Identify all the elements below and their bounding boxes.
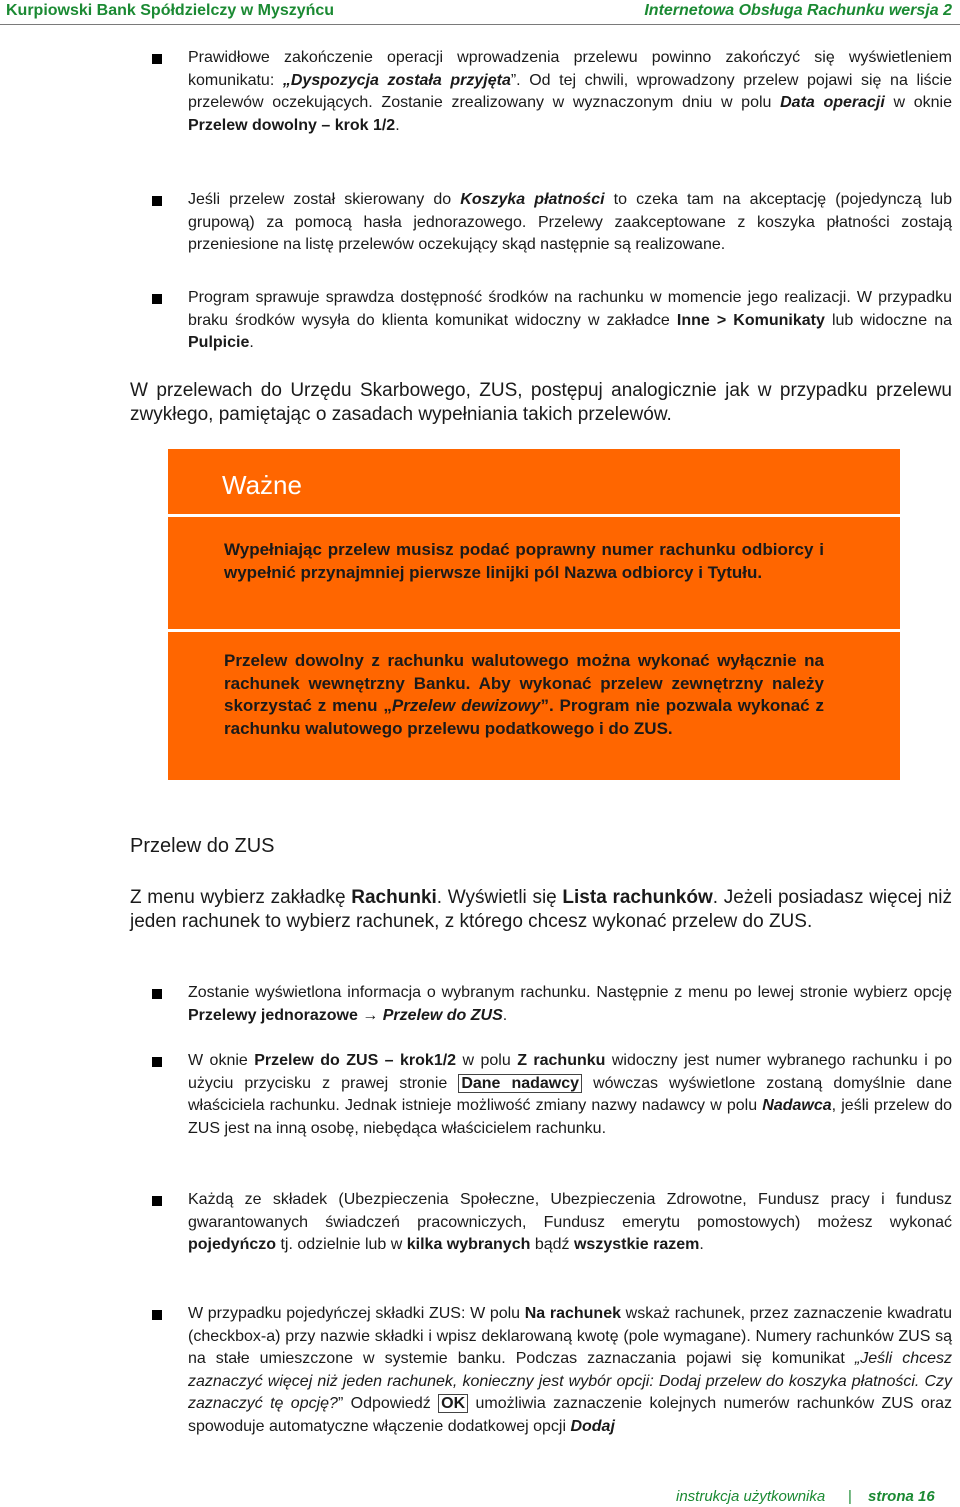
- bullet-item: Zostanie wyświetlona informacja o wybranym rachunku. Następnie z menu po lewej stronie wybierz opcję Przelewy jednorazowe → Przelew do ZUS.: [188, 984, 952, 1024]
- bullet-item: W oknie Przelew do ZUS – krok1/2 w polu Z rachunku widoczny jest numer wybranego rachunku i po użyciu przycisku z prawej stronie Dane nadawcy wówczas wyświetlone zostaną domyślnie dane właściciela rachunku. Jednak istnieje możliwość zmiany nazwy nadawcy w polu Nadawca, jeśli przelew do ZUS jest na inną osobę, niebędąca właścicielem rachunku.: [188, 1052, 953, 1137]
- footer-divider: |: [848, 1488, 852, 1505]
- important-title: Ważne: [222, 470, 302, 500]
- bullet-item: Jeśli przelew został skierowany do Koszyka płatności to czeka tam na akceptację (pojedynczą lub grupową) za pomocą hasła jednorazowego. Przelewy zaakceptowane z koszyka płatności zostają przeniesione na listę przelewów oczekujący skąd następnie są realizowane.: [188, 191, 952, 253]
- bullet-item: Każdą ze składek (Ubezpieczenia Społeczne, Ubezpieczenia Zdrowotne, Fundusz pracy i fundusz gwarantowanych świadczeń pracowniczych, Fundusz emerytu pomostowych) możesz wykonać pojedyńczo tj. odzielnie lub w kilka wybranych bądź wszystkie razem.: [188, 1191, 952, 1253]
- dane-nadawcy-button[interactable]: Dane nadawcy: [458, 1074, 582, 1093]
- page-header: [0, 0, 960, 25]
- bullet-item: Prawidłowe zakończenie operacji wprowadzenia przelewu powinno zakończyć się wyświetleniem komunikatu: „Dyspozycja została przyjęta”. Od tej chwili, wprowadzony przelew pojawi się na liście przelewów oczekujących. Zostanie zrealizowany w wyznaczonym dniu w polu Data operacji w oknie Przelew dowolny – krok 1/2.: [188, 49, 953, 134]
- bank-name: Kurpiowski Bank Spółdzielczy w Myszyńcu: [6, 2, 335, 19]
- important-text-1: Wypełniając przelew musisz podać poprawny numer rachunku odbiorcy i wypełnić przynajmniej pierwsze linijki pól Nazwa odbiorcy i Tytułu.: [224, 540, 824, 582]
- ok-button[interactable]: OK: [438, 1394, 468, 1413]
- page-number: strona 16: [868, 1488, 935, 1505]
- bullet-item: Program sprawuje sprawdza dostępność środków na rachunku w momencie jego realizacji. W przypadku braku środków wysyła do klienta komunikat widoczny w zakładce Inne > Komunikaty lub widoczne na Pulpicie.: [188, 289, 952, 351]
- zus-intro-paragraph: W przelewach do Urzędu Skarbowego, ZUS, postępuj analogicznie jak w przypadku przelewu zwykłego, pamiętając o zasadach wypełniania takich przelewów.: [130, 380, 952, 425]
- menu-paragraph: Z menu wybierz zakładkę Rachunki. Wyświetli się Lista rachunków. Jeżeli posiadasz więcej niż jeden rachunek to wybierz rachunek, z którego chcesz wykonać przelew do ZUS.: [130, 887, 952, 932]
- important-text-2: Przelew dowolny z rachunku walutowego można wykonać wyłącznie na rachunek wewnętrzny Banku. Aby wykonać przelew zewnętrzny należy skorzystać z menu „Przelew dewizowy”. Program nie pozwala wykonać z rachunku walutowego przelewu podatkowego i do ZUS.: [224, 651, 824, 738]
- document-title: Internetowa Obsługa Rachunku wersja 2: [644, 2, 952, 19]
- bullet-item: W przypadku pojedyńczej składki ZUS: W polu Na rachunek wskaż rachunek, przez zaznaczenie kwadratu (checkbox-a) przy nazwie składki i wpisz deklarowaną kwotę (pole wymagane). Numery rachunków ZUS są na stałe umieszczone w systemie banku. Podczas zaznaczania pojawi się komunikat „Jeśli chcesz zaznaczyć więcej niż jeden rachunek, konieczny jest wybór opcji: Dodaj przelew do koszyka płatności. Czy zaznaczyć tę opcję?” Odpowiedź OK umożliwia zaznaczenie kolejnych numerów rachunków ZUS oraz spowoduje automatyczne włączenie dodatkowej opcji Dodaj: [188, 1305, 953, 1435]
- section-title: Przelew do ZUS: [130, 835, 275, 857]
- footer-label: instrukcja użytkownika: [676, 1488, 826, 1505]
